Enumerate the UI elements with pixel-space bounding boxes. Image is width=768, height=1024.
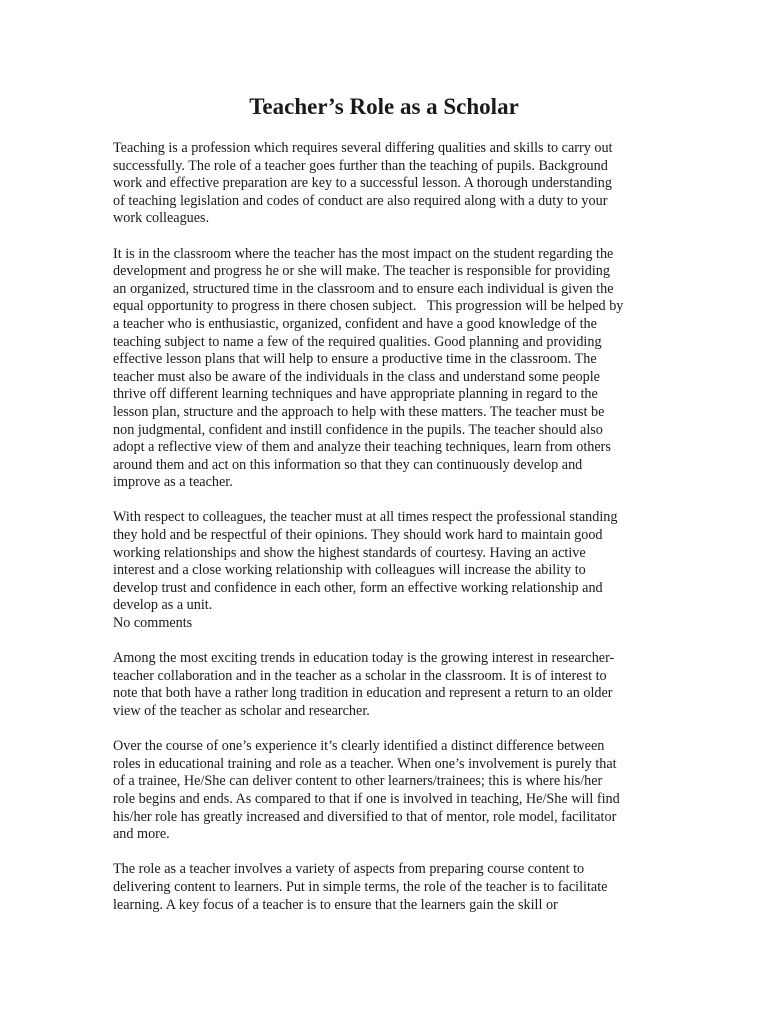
paragraph-6 bbox=[113, 861, 658, 914]
text-line: teacher must also be aware of the individuals in the class and understand some people bbox=[113, 368, 600, 385]
text-line: With respect to colleagues, the teacher must at all times respect the professional standing bbox=[113, 509, 618, 526]
no-comments-label: No comments bbox=[113, 615, 193, 632]
paragraph-1 bbox=[113, 140, 658, 228]
text-line: roles in educational training and role as a teacher. When one’s involvement is purely that bbox=[113, 755, 617, 772]
text-line: work and effective preparation are key to a successful lesson. A thorough understanding bbox=[113, 175, 612, 192]
text-line: development and progress he or she will make. The teacher is responsible for providing bbox=[113, 263, 610, 280]
text-line: Among the most exciting trends in education today is the growing interest in researcher- bbox=[113, 650, 615, 667]
text-line: effective lesson plans that will help to ensure a productive time in the classroom. The bbox=[113, 351, 597, 368]
text-line: view of the teacher as scholar and researcher. bbox=[113, 703, 370, 719]
text-line: delivering content to learners. Put in simple terms, the role of the teacher is to facilitate bbox=[113, 878, 608, 895]
text-line: an organized, structured time in the classroom and to ensure each individual is given the bbox=[113, 280, 614, 297]
text-line: his/her role has greatly increased and diversified to that of mentor, role model, facilitator bbox=[113, 808, 617, 825]
text-line: Teaching is a profession which requires several differing qualities and skills to carry out bbox=[113, 140, 613, 156]
text-line: interest and a close working relationship with colleagues will increase the ability to bbox=[113, 562, 586, 579]
text-line: of a trainee, He/She can deliver content to other learners/trainees; this is where his/her bbox=[113, 773, 603, 790]
text-line: around them and act on this information so that they can continuously develop and bbox=[113, 456, 583, 473]
text-line: equal opportunity to progress in there chosen subject. This progression will be helped by bbox=[113, 298, 624, 315]
text-line: successfully. The role of a teacher goes further than the teaching of pupils. Background bbox=[113, 157, 608, 174]
text-line: a teacher who is enthusiastic, organized, confident and have a good knowledge of the bbox=[113, 315, 597, 332]
paragraph-3 bbox=[113, 509, 658, 632]
text-line: teaching subject to name a few of the required qualities. Good planning and providing bbox=[113, 333, 602, 350]
text-line: develop as a unit. bbox=[113, 597, 213, 614]
text-line: thrive off different learning techniques and have appropriate planning in regard to the bbox=[113, 386, 598, 403]
document-title: Teacher’s Role as a Scholar bbox=[249, 94, 519, 119]
text-line: note that both have a rather long tradition in education and represent a return to an older bbox=[113, 685, 613, 702]
text-line: non judgmental, confident and instill confidence in the pupils. The teacher should also bbox=[113, 421, 603, 438]
document-body bbox=[113, 140, 658, 914]
text-line: working relationships and show the highest standards of courtesy. Having an active bbox=[113, 544, 586, 561]
text-line: improve as a teacher. bbox=[113, 474, 233, 491]
text-line: and more. bbox=[113, 826, 170, 843]
text-line: they hold and be respectful of their opinions. They should work hard to maintain good bbox=[113, 527, 603, 544]
paragraph-5 bbox=[113, 738, 658, 844]
text-line: It is in the classroom where the teacher has the most impact on the student regarding the bbox=[113, 245, 614, 262]
text-line: The role as a teacher involves a variety of aspects from preparing course content to bbox=[113, 861, 585, 878]
text-line: Over the course of one’s experience it’s clearly identified a distinct difference between bbox=[113, 738, 605, 755]
text-line: adopt a reflective view of them and analyze their teaching techniques, learn from others bbox=[113, 439, 611, 456]
text-line: develop trust and confidence in each other, form an effective working relationship and bbox=[113, 579, 603, 596]
text-line: role begins and ends. As compared to that if one is involved in teaching, He/She will find bbox=[113, 790, 620, 807]
text-line: lesson plan, structure and the approach to help with these matters. The teacher must be bbox=[113, 403, 605, 420]
paragraph-4 bbox=[113, 650, 658, 720]
text-line: of teaching legislation and codes of conduct are also required along with a duty to your bbox=[113, 192, 608, 209]
paragraph-2 bbox=[113, 246, 658, 492]
text-line: work colleagues. bbox=[113, 210, 210, 227]
text-line: learning. A key focus of a teacher is to ensure that the learners gain the skill or bbox=[113, 896, 558, 913]
text-line: teacher collaboration and in the teacher as a scholar in the classroom. It is of interest to bbox=[113, 667, 607, 684]
